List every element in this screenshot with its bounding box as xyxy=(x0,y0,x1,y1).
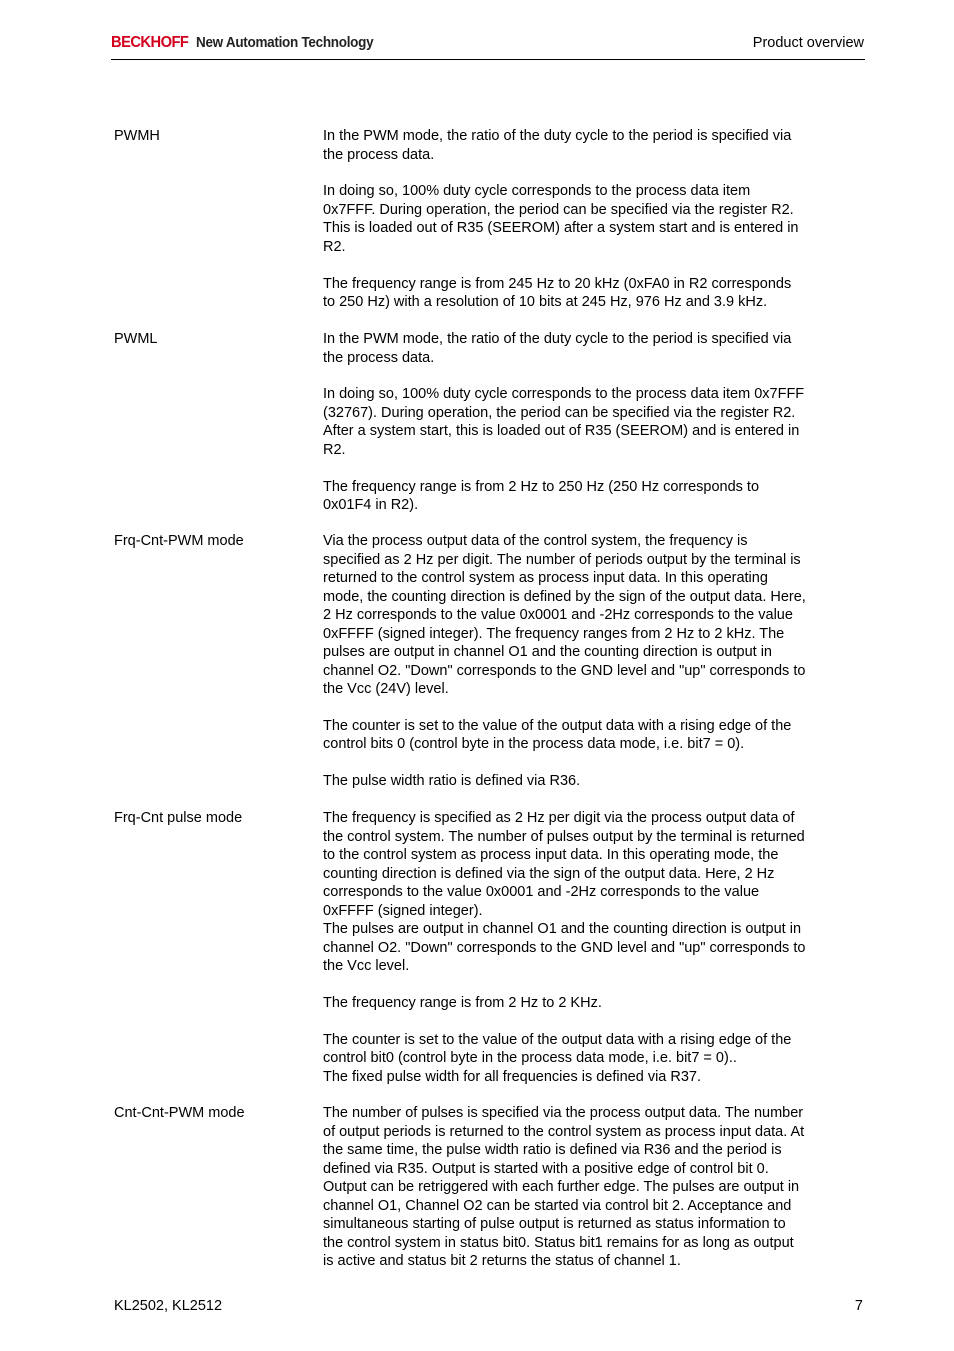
entry-term: PWML xyxy=(114,331,158,347)
page-number: 7 xyxy=(854,1298,863,1314)
entry-description xyxy=(323,532,859,809)
entry-description xyxy=(323,809,859,1104)
entry-paragraph: In doing so, 100% duty cycle corresponds to the process data item 0x7FFF. During operation, the period can be specified via the register R2. This is loaded out of R35 (SEEROM) after a system start and is entered in R2. xyxy=(323,183,799,255)
entry-paragraph: The frequency range is from 2 Hz to 250 Hz (250 Hz corresponds to 0x01F4 in R2). xyxy=(323,478,760,514)
entry-description xyxy=(323,127,859,330)
entry-paragraph: The counter is set to the value of the output data with a rising edge of the control bits 0 (control byte in the process data mode, i.e. bit7 = 0). xyxy=(323,717,792,753)
entry-paragraph: The frequency is specified as 2 Hz per digit via the process output data of the control system. The number of pulses output by the terminal is returned to the control system as process input data. In this operating mode, the counting direction is defined via the sign of the output data. Here, 2 Hz corresponds to the value 0x0001 and -2Hz corresponds to the value 0xFFFF (signed integer). The pulses are output in channel O1 and the counting direction is output in channel O2. "Down" corresponds to the GND level and "up" corresponds to the Vcc level. xyxy=(323,810,806,974)
entry-paragraph: The frequency range is from 245 Hz to 20 kHz (0xFA0 in R2 corresponds to 250 Hz) with a resolution of 10 bits at 245 Hz, 976 Hz and 3.9 kHz. xyxy=(323,275,792,311)
entry-term: Frq-Cnt-PWM mode xyxy=(114,533,244,549)
entry-term: Cnt-Cnt-PWM mode xyxy=(114,1105,245,1121)
logo-brand: BECKHOFF xyxy=(111,34,189,51)
entry-paragraph: Via the process output data of the control system, the frequency is specified as 2 Hz per digit. The number of periods output by the terminal is returned to the control system as process input data. In this operating mode, the counting direction is defined by the sign of the output data. Here, 2 Hz corresponds to the value 0x0001 and -2Hz corresponds to the value 0xFFFF (signed integer). The frequency ranges from 2 Hz to 2 kHz. The pulses are output in channel O1 and the counting direction is output in channel O2. "Down" corresponds to the GND level and "up" corresponds to the Vcc (24V) level. xyxy=(323,533,806,697)
section-title: Product overview xyxy=(752,35,864,51)
beckhoff-logo xyxy=(111,34,386,52)
entry-term: Frq-Cnt pulse mode xyxy=(114,810,243,826)
entry-paragraph: The frequency range is from 2 Hz to 2 KHz. xyxy=(323,994,602,1011)
entry-paragraph: In the PWM mode, the ratio of the duty cycle to the period is specified via the process data. xyxy=(323,331,792,366)
entry-paragraph: In the PWM mode, the ratio of the duty cycle to the period is specified via the process data. xyxy=(323,128,792,163)
entry-paragraph: The pulse width ratio is defined via R36. xyxy=(323,773,581,790)
page-header xyxy=(111,30,865,60)
entry-description xyxy=(323,330,859,533)
entry-paragraph: The counter is set to the value of the output data with a rising edge of the control bit0 (control byte in the process data mode, i.e. bit7 = 0).. The fixed pulse width for all frequencies is defined via R37. xyxy=(323,1031,792,1085)
entry-paragraph: In doing so, 100% duty cycle corresponds to the process data item 0x7FFF (32767). During operation, the period can be specified via the register R2. After a system start, this is loaded out of R35 (SEEROM) and is entered in R2. xyxy=(323,386,805,458)
entry-paragraph: The number of pulses is specified via the process output data. The number of output periods is returned to the control system as process input data. At the same time, the pulse width ratio is defined via R36 and the period is defined via R35. Output is started with a positive edge of control bit 0. Output can be retriggered with each further edge. The pulses are output in channel O1, Channel O2 can be started via control bit 2. Acceptance and simultaneous starting of pulse output is returned as status information to the control system in status bit0. Status bit1 remains for as long as output is active and status bit 2 returns the status of channel 1. xyxy=(323,1105,805,1269)
entry-term: PWMH xyxy=(114,128,160,144)
logo-tagline: New Automation Technology xyxy=(195,35,373,51)
entry-description xyxy=(323,1104,859,1289)
footer-product: KL2502, KL2512 xyxy=(114,1298,223,1314)
